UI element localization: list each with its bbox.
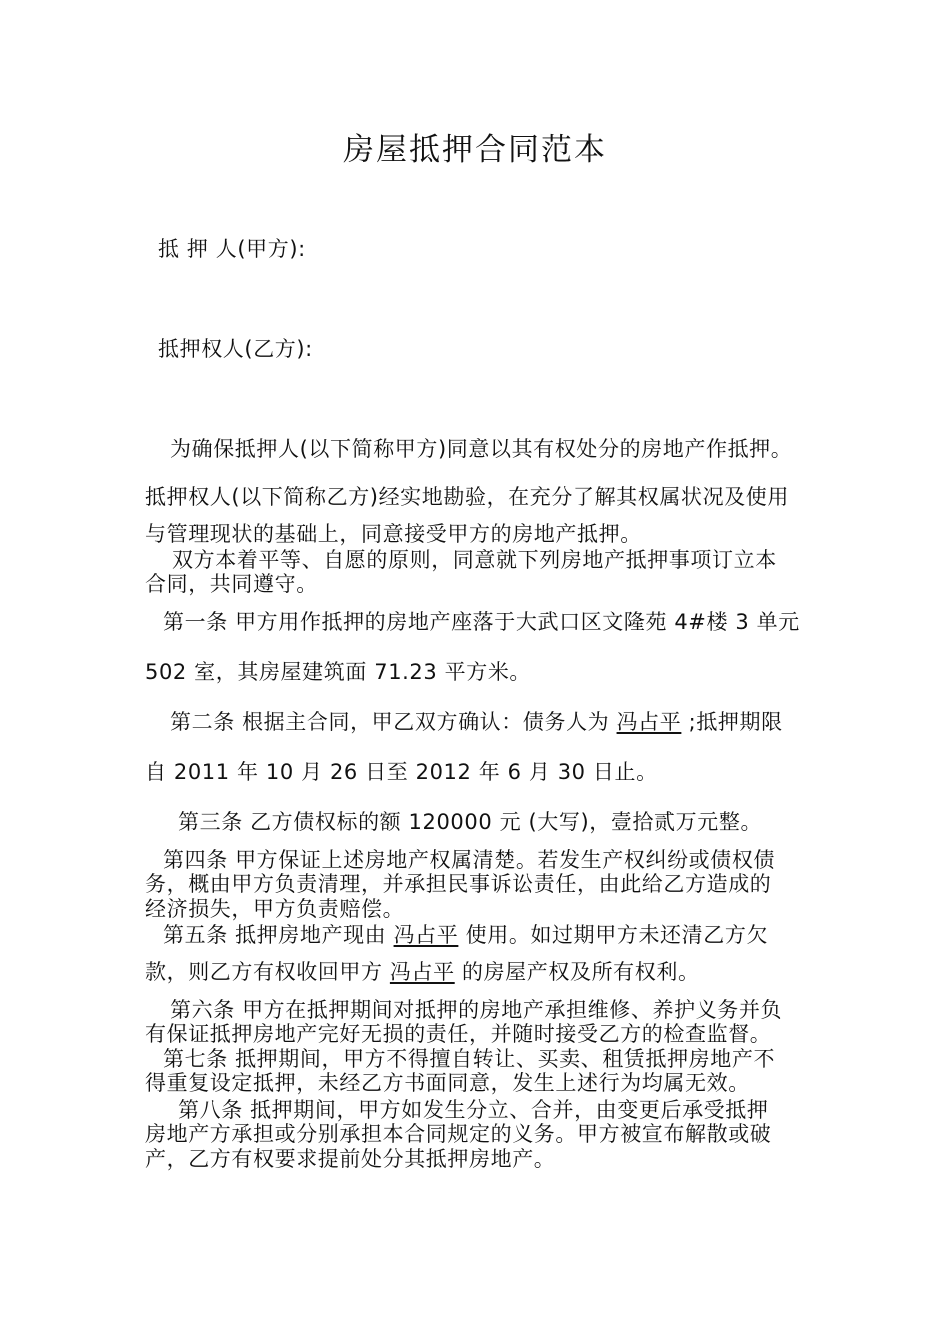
article-5-text-d: 的房屋产权及所有权利。 (461, 960, 700, 984)
principle-line-2: 合同，共同遵守。 (145, 572, 318, 596)
document-title: 房屋抵押合同范本 (343, 132, 607, 168)
article-1-line-1: 第一条 甲方用作抵押的房地产座落于大武口区文隆苑 4#楼 3 单元 (163, 610, 800, 634)
principle-line-1: 双方本着平等、自愿的原则，同意就下列房地产抵押事项订立本 (172, 548, 777, 572)
article-4-line-1: 第四条 甲方保证上述房地产权属清楚。若发生产权纠纷或债权债 (163, 848, 776, 872)
article-5-text-a: 第五条 抵押房地产现由 (163, 923, 387, 947)
mortgagor-label: 抵 押 人(甲方): (158, 237, 306, 261)
owner-name: 冯占平 (389, 960, 455, 984)
article-6-line-2: 有保证抵押房地产完好无损的责任，并随时接受乙方的检查监督。 (145, 1022, 772, 1046)
article-8-line-3: 产，乙方有权要求提前处分其抵押房地产。 (145, 1147, 556, 1171)
article-7-line-1: 第七条 抵押期间，甲方不得擅自转让、买卖、租赁抵押房地产不 (163, 1047, 776, 1071)
article-6-line-1: 第六条 甲方在抵押期间对抵押的房地产承担维修、养护义务并负 (170, 998, 783, 1022)
article-5-line-2 (145, 960, 700, 984)
mortgagee-label: 抵押权人(乙方): (158, 337, 313, 361)
intro-line-3: 与管理现状的基础上，同意接受甲方的房地产抵押。 (145, 522, 642, 546)
article-2-line-2: 自 2011 年 10 月 26 日至 2012 年 6 月 30 日止。 (145, 760, 658, 784)
article-5-line-1 (163, 923, 768, 947)
article-7-line-2: 得重复设定抵押，未经乙方书面同意，发生上述行为均属无效。 (145, 1071, 750, 1095)
article-8-line-2: 房地产方承担或分别承担本合同规定的义务。甲方被宣布解散或破 (145, 1122, 772, 1146)
intro-line-2: 抵押权人(以下简称乙方)经实地勘验，在充分了解其权属状况及使用 (145, 485, 789, 509)
article-1-line-2: 502 室，其房屋建筑面 71.23 平方米。 (145, 660, 532, 684)
article-4-line-3: 经济损失，甲方负责赔偿。 (145, 897, 405, 921)
article-5-text-b: 使用。如过期甲方未还清乙方欠 (465, 923, 769, 947)
article-2-text-a: 第二条 根据主合同，甲乙双方确认：债务人为 (170, 710, 610, 734)
article-8-line-1: 第八条 抵押期间，甲方如发生分立、合并，由变更后承受抵押 (178, 1098, 769, 1122)
article-2-text-b: ;抵押期限 (688, 710, 783, 734)
debtor-name: 冯占平 (616, 710, 682, 734)
article-3-line-1: 第三条 乙方债权标的额 120000 元 (大写)，壹拾贰万元整。 (178, 810, 763, 834)
article-5-text-c: 款，则乙方有权收回甲方 (145, 960, 383, 984)
user-name: 冯占平 (393, 923, 459, 947)
article-2-line-1 (170, 710, 783, 734)
article-4-line-2: 务，概由甲方负责清理，并承担民事诉讼责任，由此给乙方造成的 (145, 872, 772, 896)
intro-line-1: 为确保抵押人(以下简称甲方)同意以其有权处分的房地产作抵押。 (170, 437, 793, 461)
